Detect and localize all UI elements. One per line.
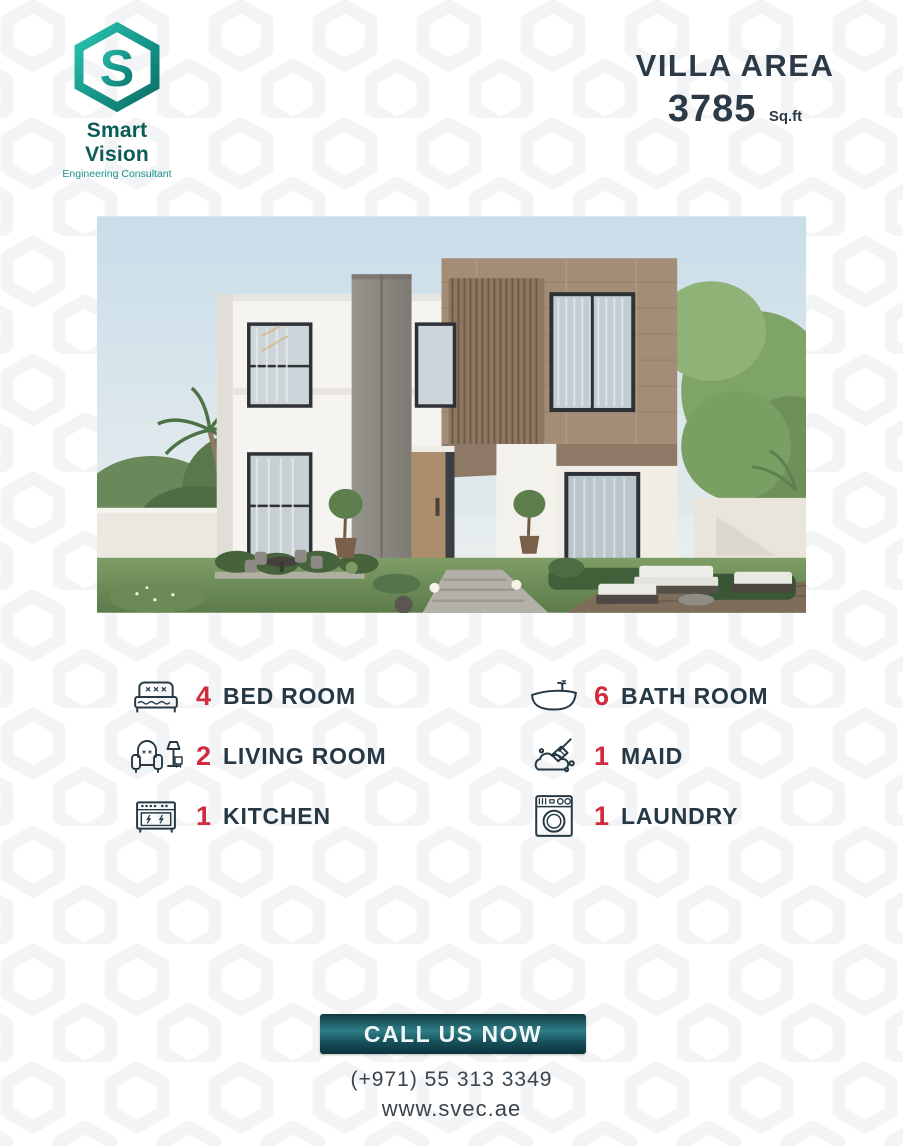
feature-livingroom: [128, 732, 526, 780]
washing-machine-icon: [526, 792, 582, 840]
cleaning-brush-icon: [526, 732, 582, 780]
brand-name: Smart Vision: [85, 119, 149, 166]
feature-label: MAID: [621, 742, 684, 769]
call-us-now-button[interactable]: CALL US NOW: [320, 1014, 586, 1054]
bed-icon: [128, 672, 184, 720]
feature-count: 1: [594, 740, 610, 771]
villa-photo: [97, 216, 806, 613]
feature-maid: [526, 732, 788, 780]
contact-block: [0, 1068, 903, 1122]
feature-count: 6: [594, 680, 610, 711]
villa-area-unit: Sq.ft: [768, 108, 803, 125]
feature-label: BATH ROOM: [621, 682, 769, 709]
bathtub-icon: [526, 672, 582, 720]
villa-area-value: 3785: [667, 88, 757, 130]
stove-icon: [128, 792, 184, 840]
villa-area-block: [600, 48, 870, 131]
feature-count: 2: [196, 740, 212, 771]
feature-bedroom: [128, 672, 526, 720]
feature-label: LAUNDRY: [621, 802, 739, 829]
features-list: [128, 666, 788, 846]
brand-block: [52, 22, 182, 180]
armchair-lamp-icon: [128, 732, 184, 780]
feature-kitchen: [128, 792, 526, 840]
feature-label: BED ROOM: [223, 682, 356, 709]
svg-text:S: S: [99, 40, 135, 98]
feature-laundry: [526, 792, 788, 840]
feature-label: LIVING ROOM: [223, 742, 387, 769]
feature-count: 1: [196, 800, 212, 831]
villa-area-title: VILLA AREA: [635, 48, 835, 83]
brand-tagline: Engineering Consultant: [62, 168, 172, 180]
phone-number[interactable]: (+971) 55 313 3349: [350, 1068, 553, 1091]
feature-label: KITCHEN: [223, 802, 331, 829]
feature-bathroom: [526, 672, 788, 720]
website-url[interactable]: www.svec.ae: [381, 1096, 522, 1121]
feature-count: 4: [196, 680, 212, 711]
feature-count: 1: [594, 800, 610, 831]
smart-vision-logo-icon: [61, 22, 173, 112]
